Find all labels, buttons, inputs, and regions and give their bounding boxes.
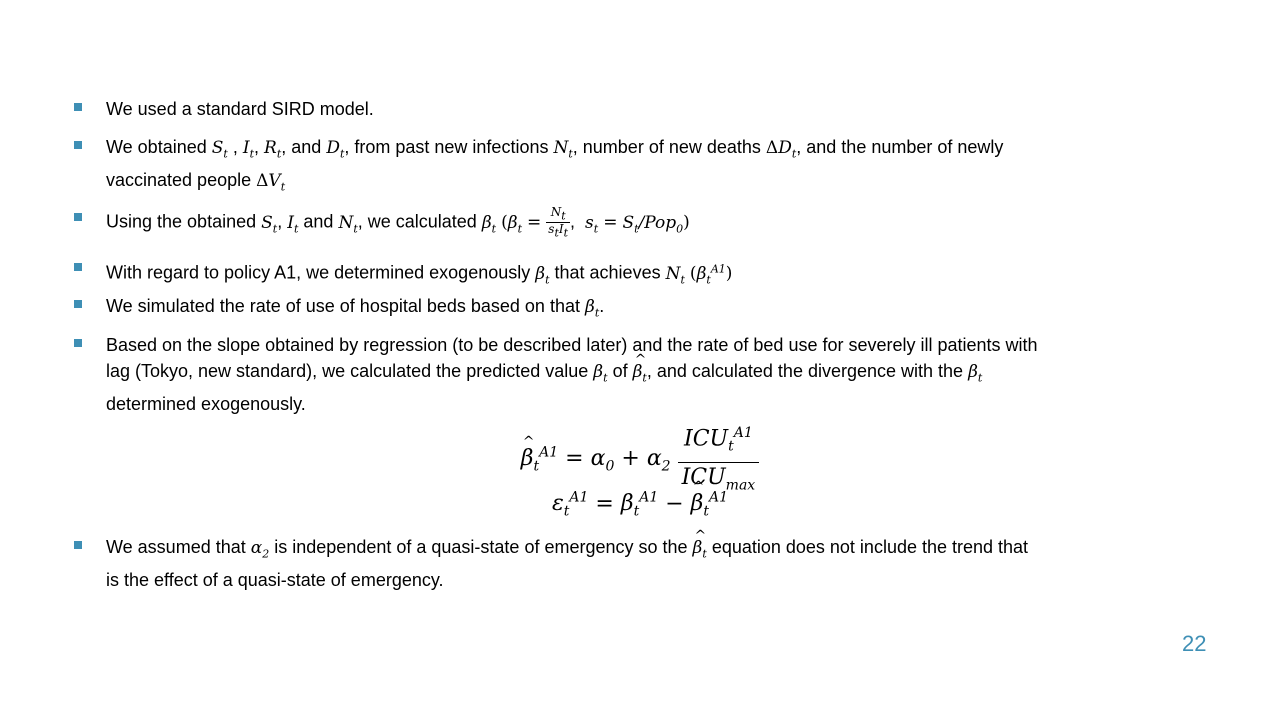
bullet-text: With regard to policy A1, we determined exogenously bbox=[106, 262, 531, 283]
bullet-marker bbox=[74, 213, 82, 221]
bullet-text: is the effect of a quasi-state of emergency. bbox=[106, 570, 444, 591]
bullet-text: , we calculated bbox=[357, 211, 477, 232]
bullet-text: We assumed that bbox=[106, 537, 246, 557]
bullet-marker bbox=[74, 263, 82, 271]
bullet-text: Based on the slope obtained by regression (to be described later) and the rate of bed use for severely ill patients with bbox=[106, 335, 1038, 355]
bullet-text: vaccinated people bbox=[106, 170, 252, 191]
bullet-text: that achieves bbox=[554, 262, 661, 283]
bullet-marker bbox=[74, 339, 82, 347]
bullet-text: We used a standard SIRD model. bbox=[106, 99, 374, 119]
bullet-text: and bbox=[303, 211, 334, 232]
bullet-marker bbox=[74, 141, 82, 149]
page-number: 22 bbox=[1182, 631, 1207, 656]
bullet-text: is independent of a quasi-state of emergency so the bbox=[274, 537, 688, 557]
bullet-text: lag (Tokyo, new standard), we calculated the predicted value bbox=[106, 361, 589, 381]
bullet-text: We obtained bbox=[106, 137, 207, 157]
bullet-text: , and the number of newly bbox=[796, 137, 1004, 157]
bullet-text: , number of new deaths bbox=[572, 137, 761, 157]
equation-beta-hat: ^ $\beta_t^{A1} = \alpha_0 + \alpha_2$ $\frac{ICU_t^{A1}}{ICU_{max}}$ bbox=[0, 418, 1280, 500]
bullet-text: We simulated the rate of use of hospital beds based on that bbox=[106, 296, 580, 316]
slide: We used a standard SIRD model. We obtained $S_t$ , $I_t$, $R_t$, and $D_t$, from past new infections $N_t$, number of new deaths $\Delta D_t$, and the number of newly vaccinated people $\Delta V_t$ Using the obtained $S_t$, $I_t$ and $N_t$, we calculated $\beta_t$ ($\beta_t$ = $\frac{N_t}{s_tI_t}$ , $s_t = S_t/Pop_0$) With regard to policy A1, we determined exogenously $\beta_t$ that achieves $N_t$ $(\beta_t^{A1})$ We simulated the rate of use of hospital beds based on that $\beta_t$. Based on the slope obtained by regression (to be described later) and the rate of bed use for severely ill patients with lag (Tokyo, new standard), we calculated the predicted value $\beta_t$ of ^ $\beta_t$, and calculated the divergence with the $\beta_t$ determined exogenously. ^ $\beta_t^{A1} = \alpha_0 + \alpha_2$ $\frac{ICU_t^{A1}}{ICU_{max}}$ $\varepsilon_t^{A1} = \beta_t^{A1}$ − ^ $\beta_t^{A1}$ We assumed that $\alpha_2$ is independent of a quasi-state of emergency so the ^ $\beta_t$ equation does not include the trend that is the effect of a quasi-state of emergency. 22 bbox=[0, 0, 1280, 720]
bullet-text: , and bbox=[281, 137, 322, 157]
bullet-marker bbox=[74, 541, 82, 549]
bullet-marker bbox=[74, 300, 82, 308]
bullet-text: , and calculated the divergence with the bbox=[646, 361, 964, 381]
bullet-text: , from past new infections bbox=[344, 137, 549, 157]
bullet-text: equation does not include the trend that bbox=[711, 537, 1029, 557]
bullet-text: determined exogenously. bbox=[106, 394, 306, 415]
bullet-marker bbox=[74, 103, 82, 111]
bullet-text: of bbox=[612, 361, 628, 381]
equation-epsilon: $\varepsilon_t^{A1} = \beta_t^{A1}$ − ^ $\beta_t^{A1}$ bbox=[0, 490, 1280, 520]
bullet-text: Using the obtained bbox=[106, 211, 257, 232]
